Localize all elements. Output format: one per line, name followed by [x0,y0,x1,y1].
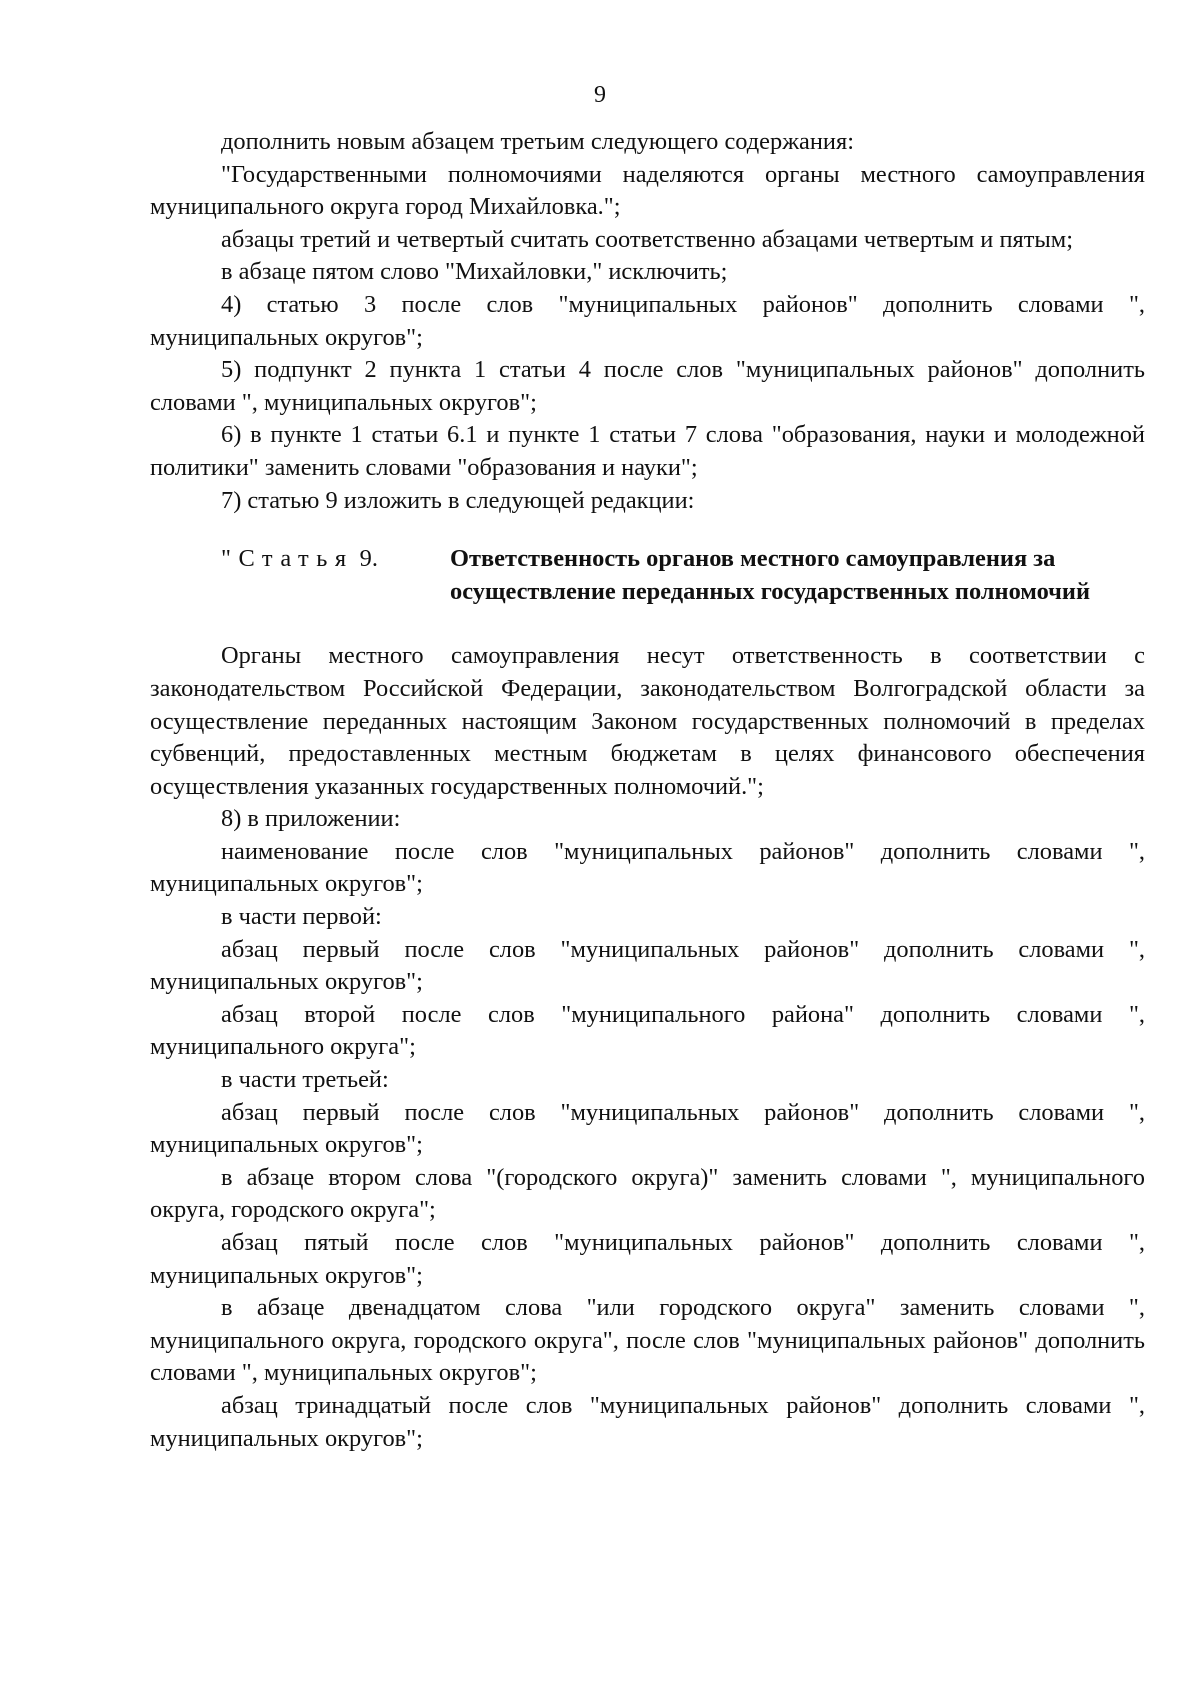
paragraph: абзац второй после слов "муниципального района" дополнить словами ", муниципального округа"; [150,1000,1145,1061]
paragraph: абзац первый после слов "муниципальных районов" дополнить словами ", муниципальных округов"; [150,935,1145,996]
paragraph: "Государственными полномочиями наделяются органы местного самоуправления муниципального округа город Михайловка."; [150,160,1145,221]
article-number: 9. [359,545,378,573]
paragraph: 4) статью 3 после слов "муниципальных районов" дополнить словами ", муниципальных округов"; [150,290,1145,351]
paragraph: 6) в пункте 1 статьи 6.1 и пункте 1 статьи 7 слова "образования, науки и молодежной политики" заменить словами "образования и науки"; [150,421,1145,481]
paragraph: в абзаце втором слова "(городского округа)" заменить словами ", муниципального округа, городского округа"; [150,1163,1145,1224]
paragraph: в абзаце пятом слово "Михайловки," исключить; [221,258,728,286]
paragraph: абзац пятый после слов "муниципальных районов" дополнить словами ", муниципальных округов"; [150,1229,1145,1289]
paragraph: в части первой: [221,903,382,931]
paragraph: Органы местного самоуправления несут ответственность в соответствии с законодательством Российской Федерации, законодательством Волгоградской области за осуществление переданных настоящим Законом государственных полномочий в пределах субвенций, предоставленных местным бюджетам в целях финансового обеспечения осуществления указанных государственных полномочий."; [150,642,1145,800]
paragraph: абзацы третий и четвертый считать соответственно абзацами четвертым и пятым; [221,225,1073,253]
paragraph: 5) подпункт 2 пункта 1 статьи 4 после слов "муниципальных районов" дополнить словами ", муниципальных округов"; [150,356,1145,416]
paragraph: дополнить новым абзацем третьим следующего содержания: [221,128,854,155]
paragraph: абзац тринадцатый после слов "муниципальных районов" дополнить словами ", муниципальных округов"; [150,1391,1145,1452]
paragraph: 8) в приложении: [221,805,401,833]
paragraph: наименование после слов "муниципальных районов" дополнить словами ", муниципальных округов"; [150,837,1145,898]
article-label [150,543,450,576]
document-body [150,126,1145,1455]
article-title: Ответственность органов местного самоуправления за осуществление переданных государственных полномочий [450,545,1091,605]
page-number: 9 [594,82,606,108]
paragraph: 7) статью 9 изложить в следующей редакции: [221,486,695,514]
article-heading [150,543,1145,608]
paragraph: в абзаце двенадцатом слова "или городского округа" заменить словами ", муниципального округа, городского округа", после слов "муниципальных районов" дополнить словами ", муниципальных округов"; [150,1294,1145,1387]
article-prefix: "Статья [221,545,354,573]
paragraph: абзац первый после слов "муниципальных районов" дополнить словами ", муниципальных округов"; [150,1098,1145,1159]
paragraph: в части третьей: [221,1066,389,1094]
